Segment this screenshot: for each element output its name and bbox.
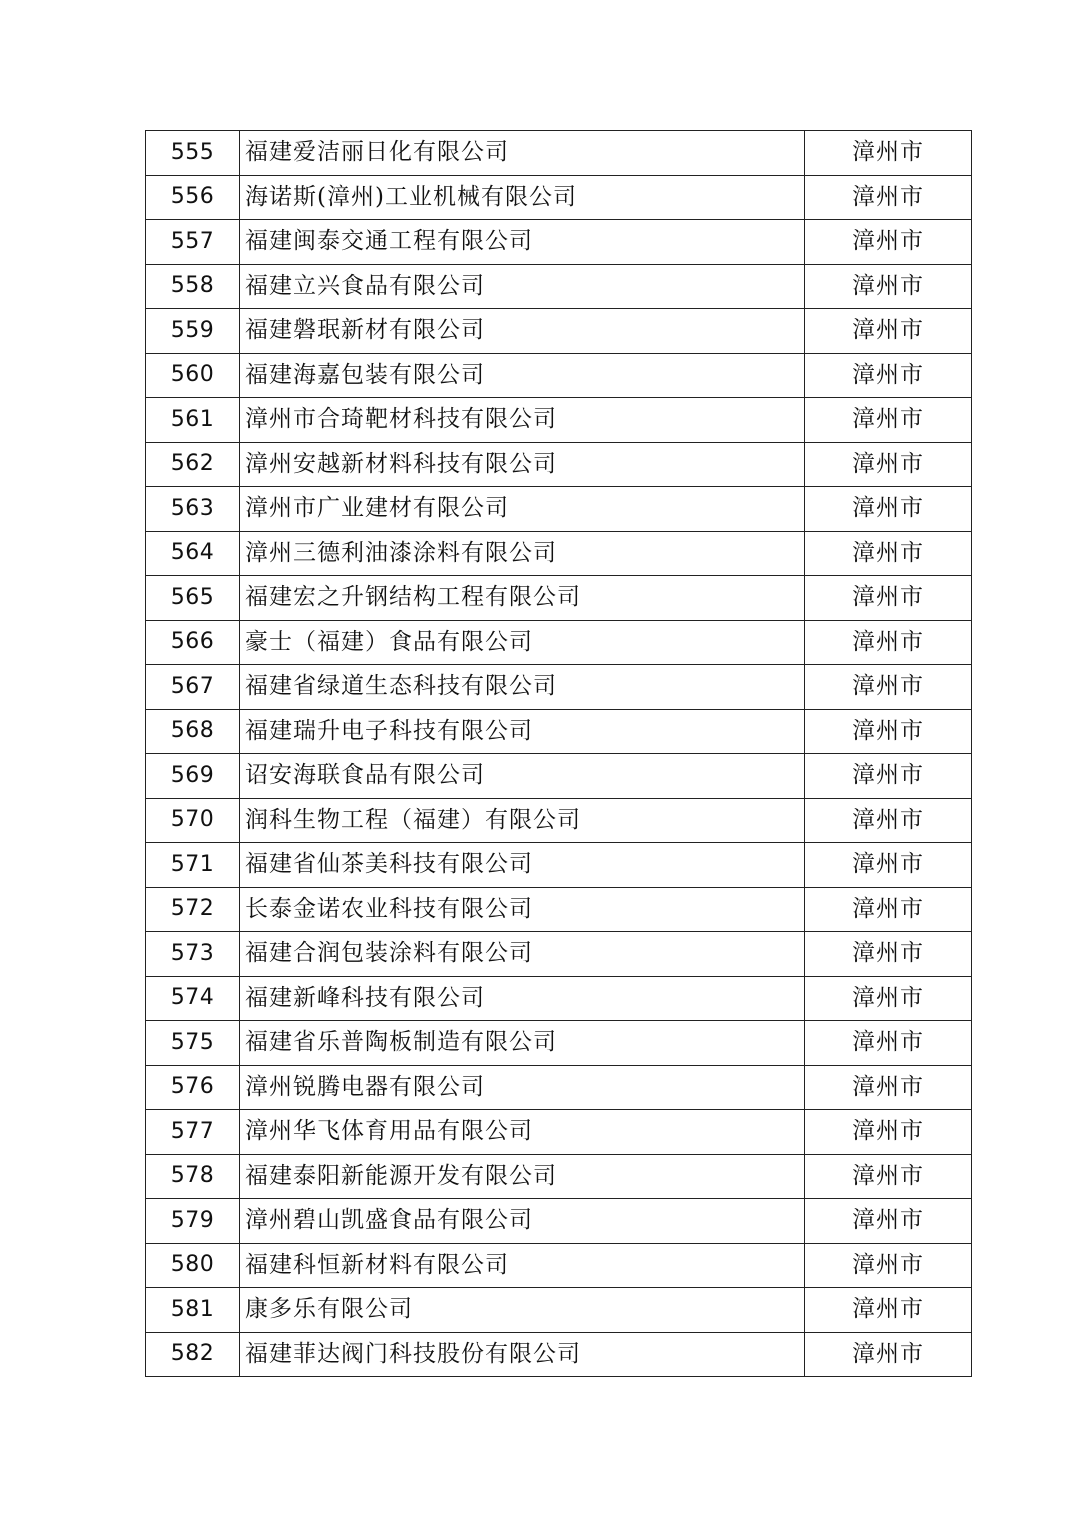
table-row (146, 754, 972, 799)
company-name-cell: 福建瑞升电子科技有限公司 (240, 709, 805, 754)
table-row (146, 131, 972, 176)
company-name-cell: 福建闽泰交通工程有限公司 (240, 220, 805, 265)
table-row (146, 1243, 972, 1288)
company-name-cell: 福建立兴食品有限公司 (240, 264, 805, 309)
row-number-cell: 565 (146, 576, 240, 621)
table-row (146, 932, 972, 977)
company-name-cell: 福建宏之升钢结构工程有限公司 (240, 576, 805, 621)
city-cell: 漳州市 (805, 1065, 972, 1110)
company-name-cell: 福建海嘉包装有限公司 (240, 353, 805, 398)
row-number-cell: 555 (146, 131, 240, 176)
company-name-cell: 诏安海联食品有限公司 (240, 754, 805, 799)
row-number-cell: 561 (146, 398, 240, 443)
row-number-cell: 575 (146, 1021, 240, 1066)
row-number-cell: 560 (146, 353, 240, 398)
company-name-cell: 漳州安越新材料科技有限公司 (240, 442, 805, 487)
company-name-cell: 福建省乐普陶板制造有限公司 (240, 1021, 805, 1066)
city-cell: 漳州市 (805, 531, 972, 576)
city-cell: 漳州市 (805, 709, 972, 754)
row-number-cell: 570 (146, 798, 240, 843)
table-row (146, 620, 972, 665)
table-row (146, 264, 972, 309)
company-list-table (145, 130, 972, 1377)
table-row (146, 887, 972, 932)
table-row (146, 665, 972, 710)
company-name-cell: 润科生物工程（福建）有限公司 (240, 798, 805, 843)
row-number-cell: 556 (146, 175, 240, 220)
table-row (146, 487, 972, 532)
table-row (146, 709, 972, 754)
row-number-cell: 566 (146, 620, 240, 665)
company-name-cell: 康多乐有限公司 (240, 1288, 805, 1333)
table-row (146, 398, 972, 443)
company-name-cell: 漳州三德利油漆涂料有限公司 (240, 531, 805, 576)
city-cell: 漳州市 (805, 175, 972, 220)
table-row (146, 1065, 972, 1110)
city-cell: 漳州市 (805, 487, 972, 532)
table-row (146, 976, 972, 1021)
city-cell: 漳州市 (805, 932, 972, 977)
city-cell: 漳州市 (805, 1332, 972, 1377)
city-cell: 漳州市 (805, 1110, 972, 1155)
row-number-cell: 574 (146, 976, 240, 1021)
row-number-cell: 569 (146, 754, 240, 799)
company-name-cell: 福建科恒新材料有限公司 (240, 1243, 805, 1288)
row-number-cell: 582 (146, 1332, 240, 1377)
company-name-cell: 漳州市广业建材有限公司 (240, 487, 805, 532)
table-row (146, 1199, 972, 1244)
company-name-cell: 福建菲达阀门科技股份有限公司 (240, 1332, 805, 1377)
row-number-cell: 557 (146, 220, 240, 265)
city-cell: 漳州市 (805, 576, 972, 621)
company-name-cell: 福建新峰科技有限公司 (240, 976, 805, 1021)
city-cell: 漳州市 (805, 1288, 972, 1333)
table-row (146, 220, 972, 265)
row-number-cell: 579 (146, 1199, 240, 1244)
company-list-table-container (145, 130, 972, 1377)
row-number-cell: 563 (146, 487, 240, 532)
row-number-cell: 564 (146, 531, 240, 576)
table-row (146, 1021, 972, 1066)
row-number-cell: 571 (146, 843, 240, 888)
city-cell: 漳州市 (805, 1199, 972, 1244)
table-row (146, 576, 972, 621)
company-list-table-body (146, 131, 972, 1377)
city-cell: 漳州市 (805, 309, 972, 354)
city-cell: 漳州市 (805, 264, 972, 309)
table-row (146, 798, 972, 843)
company-name-cell: 漳州市合琦靶材科技有限公司 (240, 398, 805, 443)
city-cell: 漳州市 (805, 843, 972, 888)
company-name-cell: 福建爱洁丽日化有限公司 (240, 131, 805, 176)
company-name-cell: 福建磐珉新材有限公司 (240, 309, 805, 354)
table-row (146, 1154, 972, 1199)
table-row (146, 531, 972, 576)
city-cell: 漳州市 (805, 131, 972, 176)
city-cell: 漳州市 (805, 798, 972, 843)
row-number-cell: 580 (146, 1243, 240, 1288)
row-number-cell: 568 (146, 709, 240, 754)
table-row (146, 1332, 972, 1377)
row-number-cell: 581 (146, 1288, 240, 1333)
row-number-cell: 559 (146, 309, 240, 354)
company-name-cell: 漳州华飞体育用品有限公司 (240, 1110, 805, 1155)
row-number-cell: 558 (146, 264, 240, 309)
company-name-cell: 福建省仙茶美科技有限公司 (240, 843, 805, 888)
table-row (146, 1288, 972, 1333)
table-row (146, 175, 972, 220)
table-row (146, 843, 972, 888)
row-number-cell: 576 (146, 1065, 240, 1110)
city-cell: 漳州市 (805, 887, 972, 932)
city-cell: 漳州市 (805, 398, 972, 443)
table-row (146, 309, 972, 354)
company-name-cell: 豪士（福建）食品有限公司 (240, 620, 805, 665)
company-name-cell: 长泰金诺农业科技有限公司 (240, 887, 805, 932)
row-number-cell: 567 (146, 665, 240, 710)
row-number-cell: 572 (146, 887, 240, 932)
row-number-cell: 562 (146, 442, 240, 487)
city-cell: 漳州市 (805, 1243, 972, 1288)
company-name-cell: 福建泰阳新能源开发有限公司 (240, 1154, 805, 1199)
company-name-cell: 福建合润包装涂料有限公司 (240, 932, 805, 977)
company-name-cell: 福建省绿道生态科技有限公司 (240, 665, 805, 710)
table-row (146, 1110, 972, 1155)
city-cell: 漳州市 (805, 442, 972, 487)
city-cell: 漳州市 (805, 220, 972, 265)
city-cell: 漳州市 (805, 665, 972, 710)
row-number-cell: 577 (146, 1110, 240, 1155)
city-cell: 漳州市 (805, 353, 972, 398)
city-cell: 漳州市 (805, 620, 972, 665)
row-number-cell: 573 (146, 932, 240, 977)
city-cell: 漳州市 (805, 754, 972, 799)
table-row (146, 442, 972, 487)
company-name-cell: 漳州碧山凯盛食品有限公司 (240, 1199, 805, 1244)
city-cell: 漳州市 (805, 1021, 972, 1066)
row-number-cell: 578 (146, 1154, 240, 1199)
company-name-cell: 漳州锐腾电器有限公司 (240, 1065, 805, 1110)
table-row (146, 353, 972, 398)
city-cell: 漳州市 (805, 976, 972, 1021)
city-cell: 漳州市 (805, 1154, 972, 1199)
company-name-cell: 海诺斯(漳州)工业机械有限公司 (240, 175, 805, 220)
